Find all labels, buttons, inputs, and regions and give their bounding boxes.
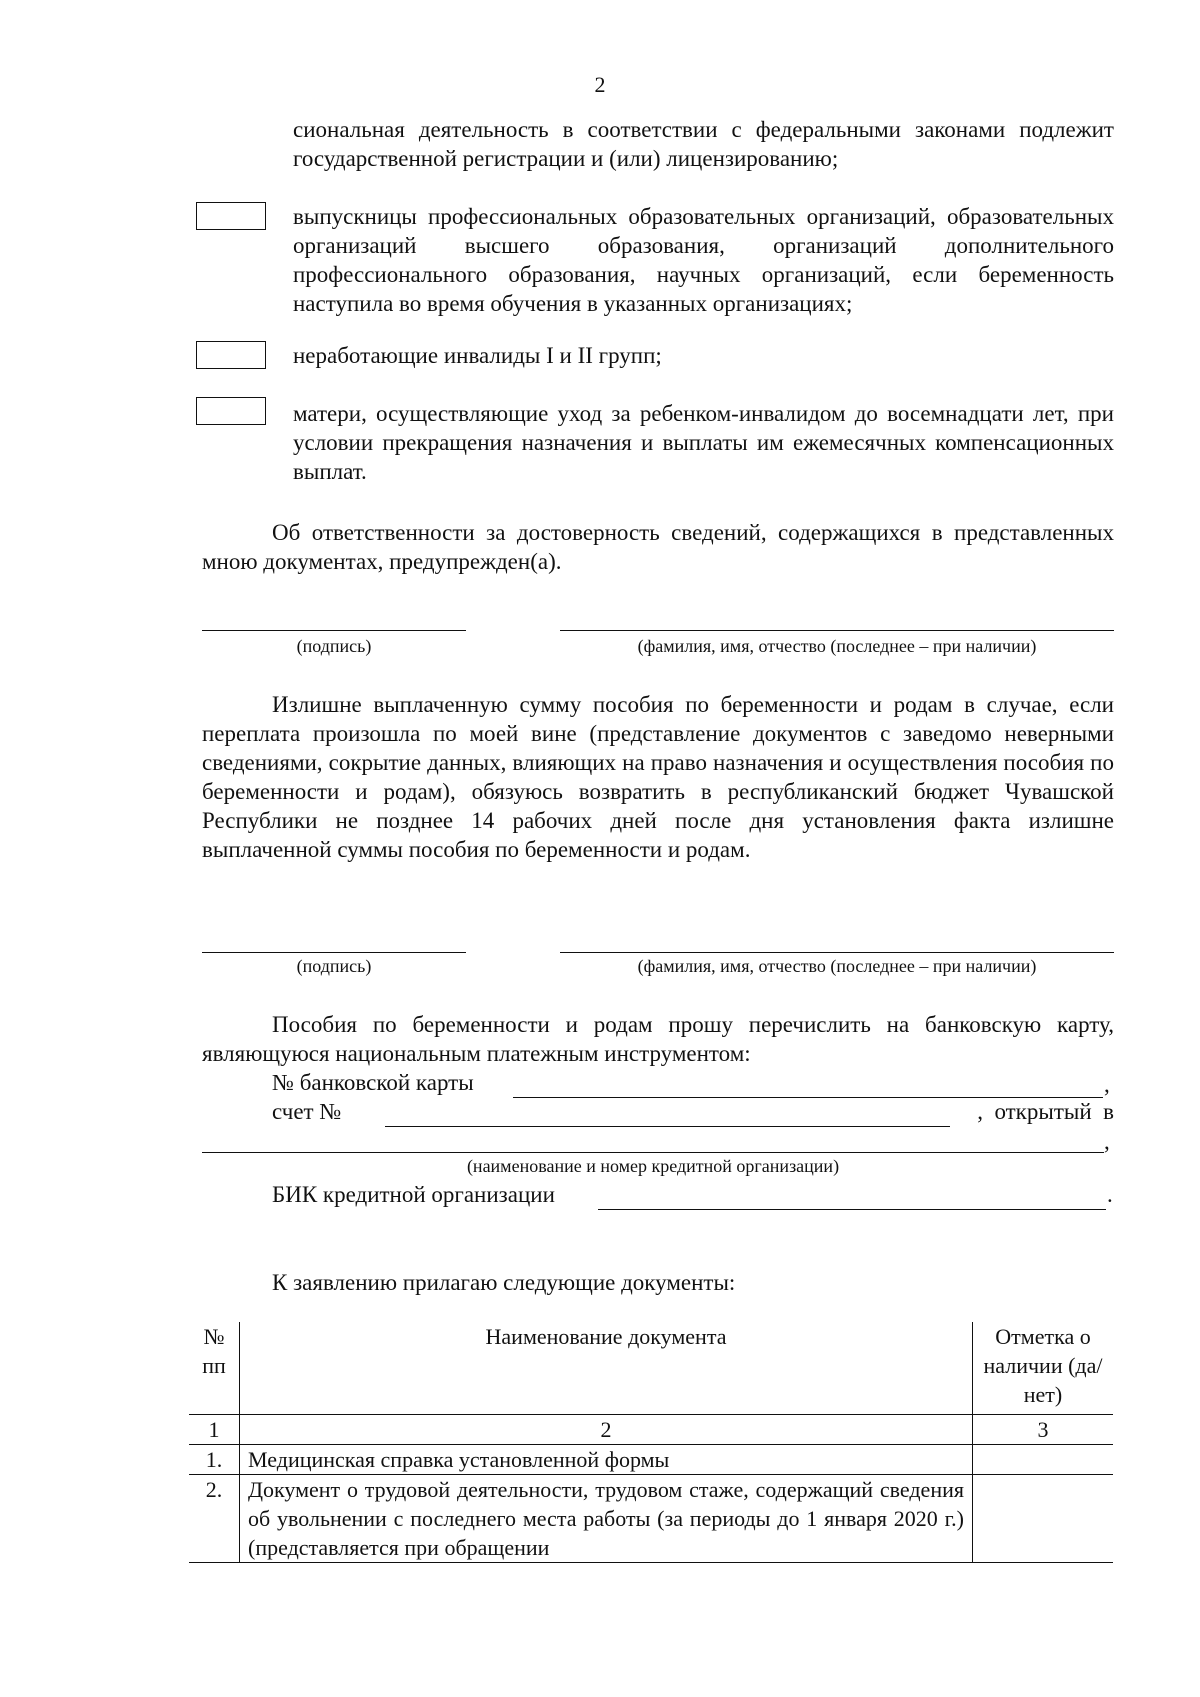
row-mark-cell[interactable] <box>973 1444 1114 1474</box>
table-numbering-row <box>189 1414 1113 1444</box>
category-disabled: неработающие инвалиды I и II групп; <box>293 343 662 368</box>
row-mark-cell[interactable] <box>973 1474 1114 1562</box>
table-row <box>189 1444 1113 1474</box>
table-header-row <box>189 1322 1113 1414</box>
checkbox-disabled[interactable] <box>196 341 266 369</box>
account-opened-in: , открытый в <box>977 1099 1114 1124</box>
signature-line-1[interactable] <box>202 630 466 631</box>
table-row <box>189 1474 1113 1562</box>
header-availability-mark: Отметка о наличии (да/нет) <box>973 1322 1114 1414</box>
checkbox-graduates[interactable] <box>196 202 266 230</box>
overpayment-statement: Излишне выплаченную сумму пособия по беременности и родам в случае, если переплата произошла по моей вине (представление документов с заведомо неверными сведениями, сокрытие данных, влияющих на право назначения и осуществления пособия по беременности и родам), обязуюсь возвратить в республиканский бюджет Чувашской Республики не позднее 14 рабочих дней после дня установления факта излишне выплаченной суммы пособия по беременности и родам. <box>202 692 1114 862</box>
period: . <box>1107 1182 1113 1207</box>
attachments-title: К заявлению прилагаю следующие документы: <box>272 1270 736 1295</box>
documents-table <box>189 1322 1113 1563</box>
category-mothers: матери, осуществляющие уход за ребенком-инвалидом до восемнадцати лет, при условии прекращения назначения и выплаты им ежемесячных компенсационных выплат. <box>293 401 1114 484</box>
name-caption-2: (фамилия, имя, отчество (последнее – при наличии) <box>637 956 1037 976</box>
card-number-label: № банковской карты <box>272 1070 474 1095</box>
responsibility-statement: Об ответственности за достоверность сведений, содержащихся в представленных мною документах, предупрежден(а). <box>202 520 1114 574</box>
bik-field[interactable] <box>598 1180 1106 1210</box>
name-line-2[interactable] <box>560 952 1114 953</box>
numbering-cell-2: 2 <box>240 1414 973 1444</box>
comma-1: , <box>1104 1072 1110 1097</box>
page-number: 2 <box>594 72 606 97</box>
account-number-field[interactable] <box>385 1097 950 1127</box>
bank-card-intro: Пособия по беременности и родам прошу перечислить на банковскую карту, являющуюся национальным платежным инструментом: <box>202 1012 1114 1066</box>
bank-name-caption: (наименование и номер кредитной организации) <box>466 1156 840 1176</box>
checkbox-mothers[interactable] <box>196 397 266 425</box>
signature-line-2[interactable] <box>202 952 466 953</box>
row-document-name: Документ о трудовой деятельности, трудовом стаже, содержащий сведения об увольнении с последнего места работы (за периоды до 1 января 2020 г.) (представляется при обращении <box>240 1474 973 1562</box>
numbering-cell-1: 1 <box>189 1414 240 1444</box>
signature-caption-2: (подпись) <box>296 956 372 976</box>
name-line-1[interactable] <box>560 630 1114 631</box>
numbering-cell-3: 3 <box>973 1414 1114 1444</box>
name-caption-1: (фамилия, имя, отчество (последнее – при наличии) <box>637 636 1037 656</box>
card-number-field[interactable] <box>513 1068 1103 1098</box>
row-document-name: Медицинская справка установленной формы <box>240 1444 973 1474</box>
comma-2: , <box>1104 1129 1110 1154</box>
row-number: 1. <box>189 1444 240 1474</box>
category-graduates: выпускницы профессиональных образовательных организаций, образовательных организаций высшего образования, организаций дополнительного профессионального образования, научных организаций, если беременность наступила во время обучения в указанных организациях; <box>293 204 1114 316</box>
category-continuation: сиональная деятельность в соответствии с федеральными законами подлежит государственной регистрации и (или) лицензированию; <box>293 117 1114 171</box>
row-number: 2. <box>189 1474 240 1562</box>
bik-label: БИК кредитной организации <box>272 1182 555 1207</box>
account-label: счет № <box>272 1099 342 1124</box>
signature-caption-1: (подпись) <box>296 636 372 656</box>
header-number: № пп <box>189 1322 240 1414</box>
header-document-name: Наименование документа <box>240 1322 973 1414</box>
bank-name-field[interactable] <box>202 1124 1104 1153</box>
